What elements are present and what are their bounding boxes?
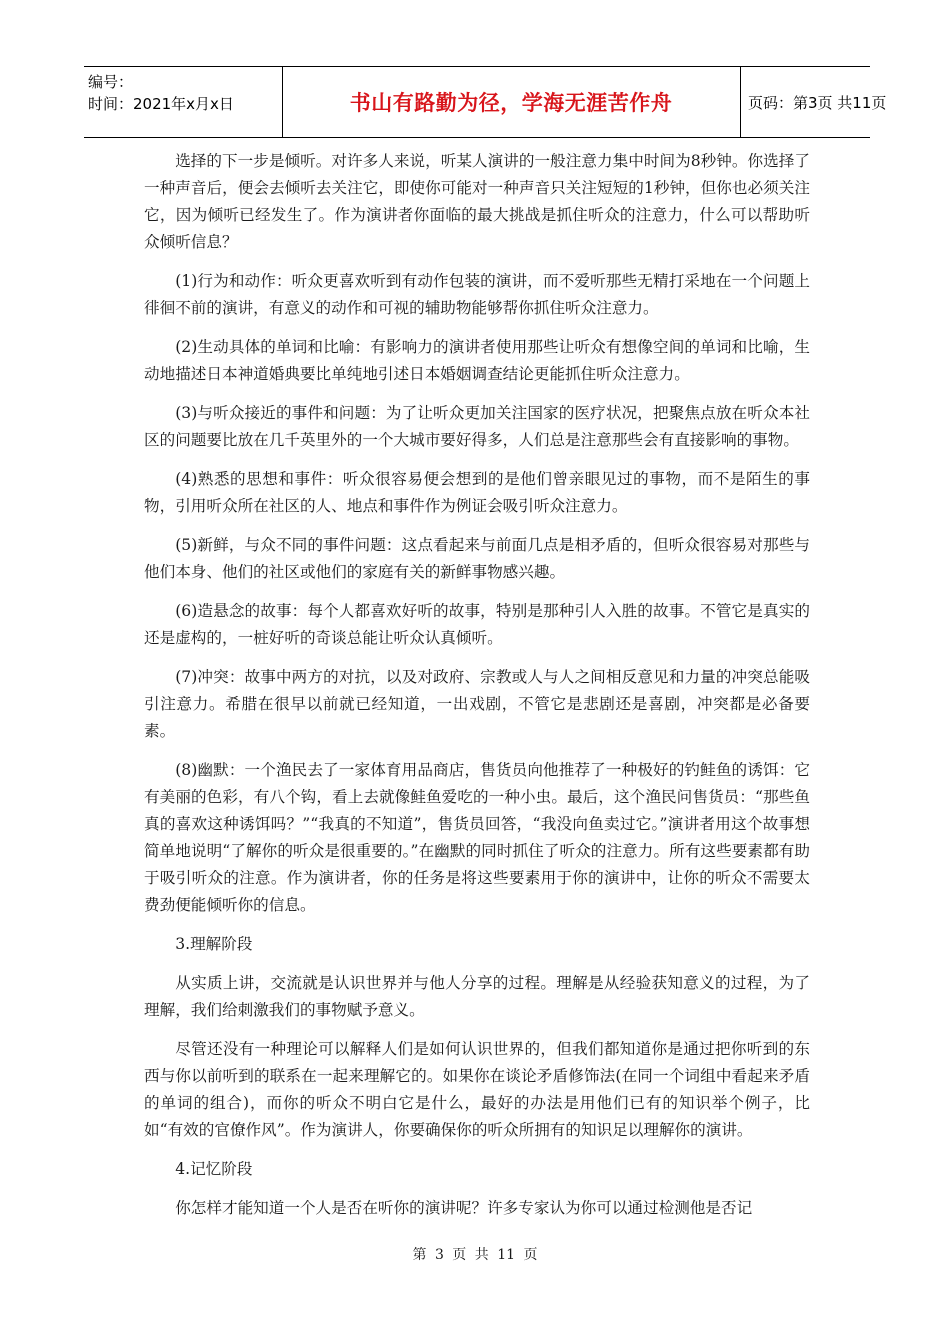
paragraph-memory-1: 你怎样才能知道一个人是否在听你的演讲呢？许多专家认为你可以通过检测他是否记 [175,1199,753,1217]
document-date: 时间：2021年x月x日 [88,95,234,113]
list-item-conflict: (7)冲突：故事中两方的对抗，以及对政府、宗教或人与人之间相反意见和力量的冲突总能吸引注意力。希腊在很早以前就已经知道，一出戏剧，不管它是悲剧还是喜剧，冲突都是必备要素。 [144,668,810,740]
page-footer: 第 3 页 共 11 页 [412,1247,538,1263]
header-meta-cell [84,67,283,137]
page-header [84,66,887,138]
list-item-suspense: (6)造悬念的故事：每个人都喜欢好听的故事，特别是那种引人入胜的故事。不管它是真实的还是虚构的，一桩好听的奇谈总能让听众认真倾听。 [144,602,810,647]
section-heading-memory: 4.记忆阶段 [175,1160,253,1178]
list-item-familiar: (4)熟悉的思想和事件：听众很容易便会想到的是他们曾亲眼见过的事物，而不是陌生的事物，引用听众所在社区的人、地点和事件作为例证会吸引听众注意力。 [144,470,810,515]
list-item-vivid-words: (2)生动具体的单词和比喻：有影响力的演讲者使用那些让听众有想像空间的单词和比喻，生动地描述日本神道婚典要比单纯地引述日本婚姻调查结论更能抓住听众注意力。 [144,338,810,383]
document-number-label: 编号： [88,73,134,91]
paragraph-understanding-2: 尽管还没有一种理论可以解释人们是如何认识世界的，但我们都知道你是通过把你听到的东西与你以前听到的联系在一起来理解它的。如果你在谈论矛盾修饰法(在同一个词组中看起来矛盾的单词的组合)，而你的听众不明白它是什么，最好的办法是用他们已有的知识举个例子，比如“有效的官僚作风”。作为演讲人，你要确保你的听众所拥有的知识足以理解你的演讲。 [144,1040,810,1139]
section-heading-understanding: 3.理解阶段 [175,935,253,953]
list-item-novelty: (5)新鲜，与众不同的事件问题：这点看起来与前面几点是相矛盾的，但听众很容易对那些与他们本身、他们的社区或他们的家庭有关的新鲜事物感兴趣。 [144,536,810,581]
header-motto-cell [282,67,741,137]
document-body [144,148,810,1234]
header-page-code: 页码：第3页 共11页 [748,93,887,112]
paragraph-listening-intro: 选择的下一步是倾听。对许多人来说，听某人演讲的一般注意力集中时间为8秒钟。你选择了一种声音后，便会去倾听去关注它，即使你可能对一种声音只关注短短的1秒钟，但你也必须关注它，因为倾听已经发生了。作为演讲者你面临的最大挑战是抓住听众的注意力，什么可以帮助听众倾听信息？ [144,152,810,251]
header-motto: 书山有路勤为径，学海无涯苦作舟 [349,91,673,115]
list-item-humor: (8)幽默：一个渔民去了一家体育用品商店，售货员向他推荐了一种极好的钓鲑鱼的诱饵：它有美丽的色彩，有八个钩，看上去就像鲑鱼爱吃的一种小虫。最后，这个渔民问售货员：“那些鱼真的喜欢这种诱饵吗？”“我真的不知道”，售货员回答，“我没向鱼卖过它。”演讲者用这个故事想简单地说明“了解你的听众是很重要的。”在幽默的同时抓住了听众的注意力。所有这些要素都有助于吸引听众的注意。作为演讲者，你的任务是将这些要素用于你的演讲中，让你的听众不需要太费劲便能倾听你的信息。 [144,761,810,914]
list-item-proximity: (3)与听众接近的事件和问题：为了让听众更加关注国家的医疗状况，把聚焦点放在听众本社区的问题要比放在几千英里外的一个大城市要好得多，人们总是注意那些会有直接影响的事物。 [144,404,810,449]
list-item-action: (1)行为和动作：听众更喜欢听到有动作包装的演讲，而不爱听那些无精打采地在一个问题上徘徊不前的演讲，有意义的动作和可视的辅助物能够帮你抓住听众注意力。 [144,272,810,317]
header-page-cell [740,67,887,137]
paragraph-understanding-1: 从实质上讲，交流就是认识世界并与他人分享的过程。理解是从经验获知意义的过程，为了理解，我们给刺激我们的事物赋予意义。 [144,974,810,1019]
